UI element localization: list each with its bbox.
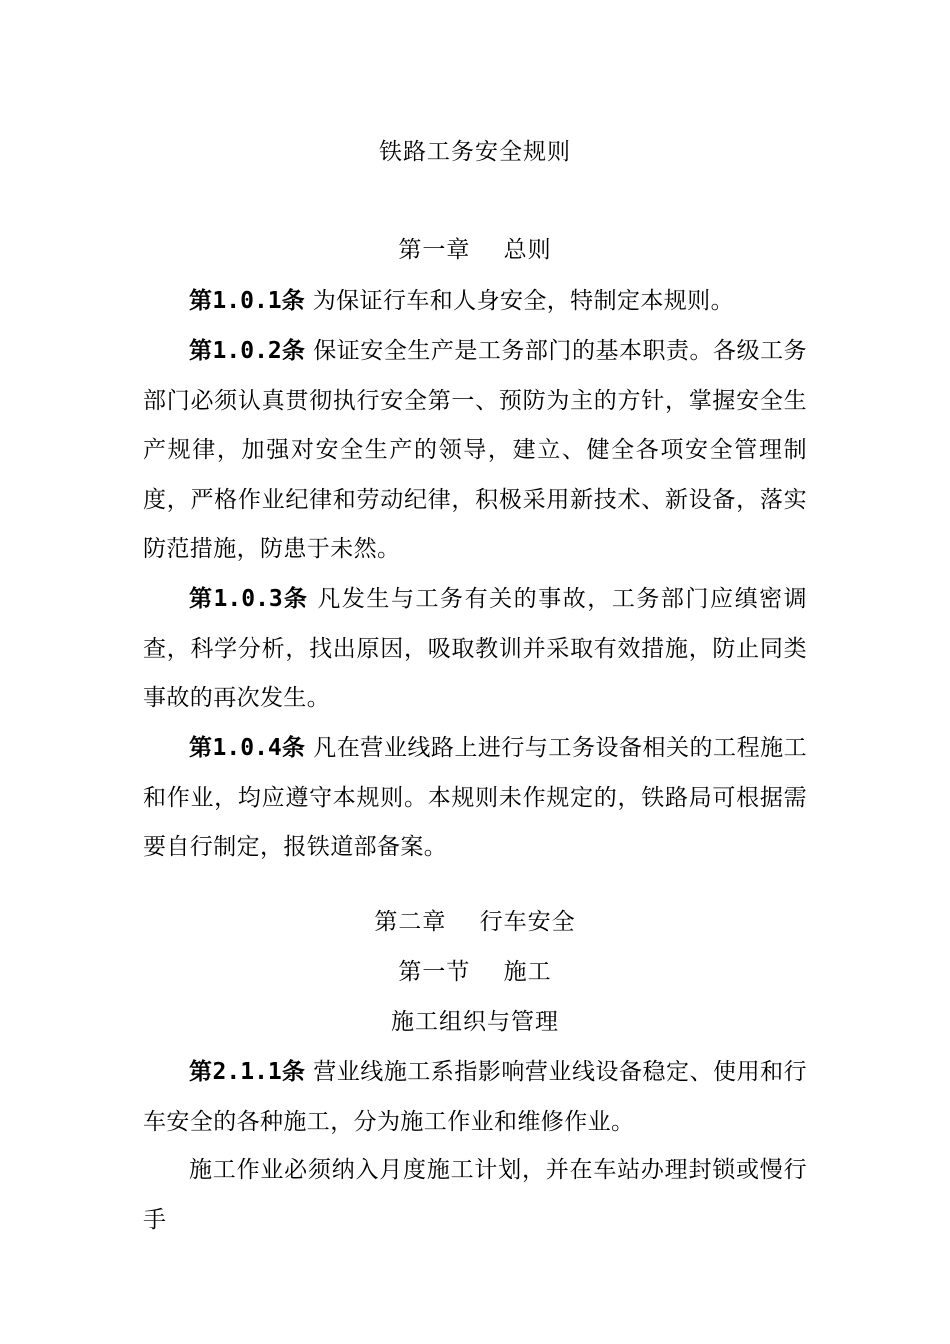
article-prefix: 第 <box>189 585 214 612</box>
article-prefix: 第 <box>189 287 213 314</box>
article-1-0-2 <box>143 326 807 575</box>
article-1-0-1 <box>143 276 807 327</box>
paragraph-text: 施工作业必须纳入月度施工计划，并在车站办理封锁或慢行手 <box>143 1157 807 1233</box>
article-2-1-1 <box>143 1047 807 1147</box>
article-number: 1.0.2 <box>212 338 282 364</box>
article-suffix: 条 <box>281 734 306 761</box>
article-suffix: 条 <box>282 585 309 612</box>
article-text: 凡发生与工务有关的事故，工务部门应缜密调查，科学分析，找出原因，吸取教训并采取有效措施，防止同类事故的再次发生。 <box>143 586 808 711</box>
article-text: 凡在营业线路上进行与工务设备相关的工程施工和作业，均应遵守本规则。本规则未作规定的，铁路局可根据需要自行制定，报铁道部备案。 <box>143 735 808 860</box>
chapter-2-heading: 第二章 行车安全 <box>374 909 576 935</box>
article-text: 营业线施工系指影响营业线设备稳定、使用和行车安全的各种施工，分为施工作业和维修作业。 <box>143 1059 808 1135</box>
article-prefix: 第 <box>189 1058 213 1085</box>
article-1-0-3 <box>143 574 807 724</box>
article-suffix: 条 <box>281 287 306 314</box>
article-prefix: 第 <box>189 337 213 364</box>
article-number: 1.0.4 <box>212 735 282 761</box>
subsection-heading: 施工组织与管理 <box>391 1009 559 1035</box>
body-paragraph <box>143 1146 807 1245</box>
article-number: 1.0.1 <box>212 288 282 314</box>
article-suffix: 条 <box>281 1058 306 1085</box>
article-prefix: 第 <box>189 734 213 761</box>
article-number: 2.1.1 <box>212 1059 282 1085</box>
article-1-0-4 <box>143 723 807 873</box>
article-suffix: 条 <box>281 337 306 364</box>
article-number: 1.0.3 <box>213 586 283 612</box>
article-text: 为保证行车和人身安全，特制定本规则。 <box>312 288 734 314</box>
section-1-heading: 第一节 施工 <box>398 959 552 985</box>
chapter-1-heading: 第一章 总则 <box>398 237 552 263</box>
document-title: 铁路工务安全规则 <box>379 139 571 165</box>
article-text: 保证安全生产是工务部门的基本职责。各级工务部门必须认真贯彻执行安全第一、预防为主的方针，掌握安全生产规律，加强对安全生产的领导，建立、健全各项安全管理制度，严格作业纪律和劳动纪律，积极采用新技术、新设备，落实防范措施，防患于未然。 <box>143 338 808 562</box>
